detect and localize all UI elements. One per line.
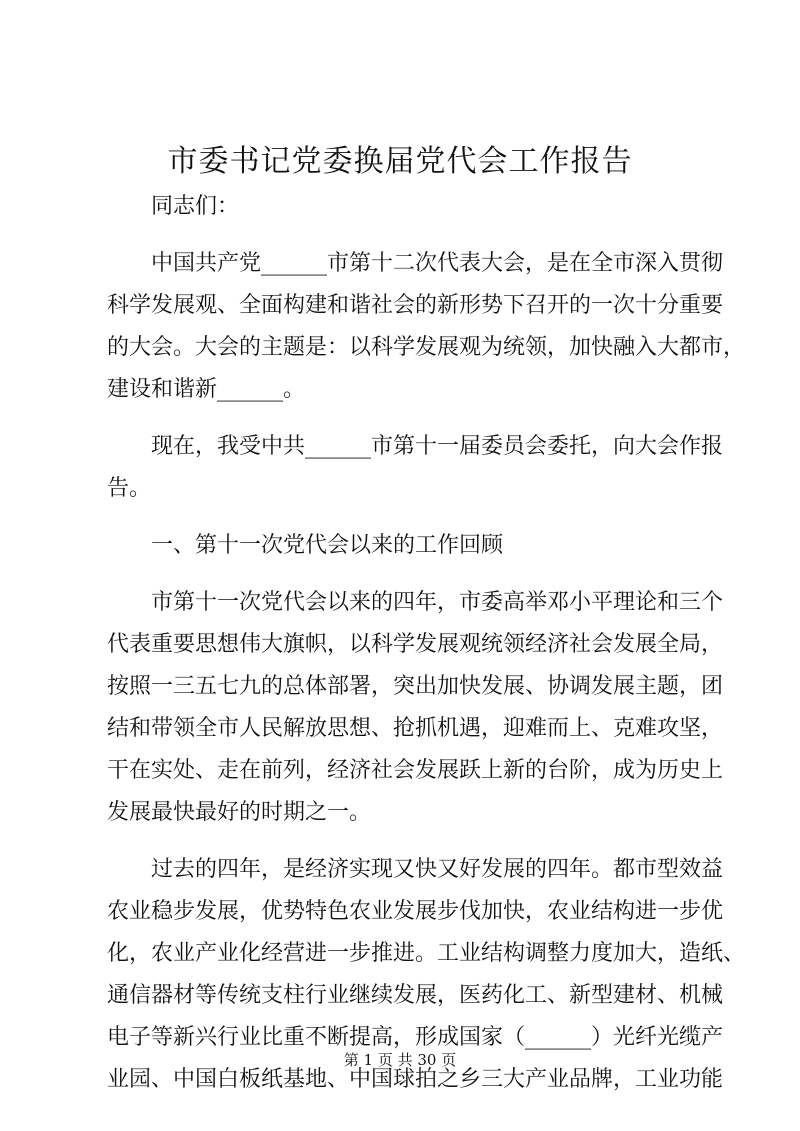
paragraph-3 xyxy=(107,582,724,834)
document-body xyxy=(107,186,746,1101)
paragraph-gap xyxy=(107,228,701,243)
page-footer: 第 1 页 共 30 页 xyxy=(343,1051,457,1069)
section-heading: 一、第十一次党代会以来的工作回顾 xyxy=(151,533,504,558)
document-title: 市委书记党委换届党代会工作报告 xyxy=(167,144,633,179)
paragraph-line: 电子等新兴行业比重不断提高，形成国家（______）光纤光缆产 xyxy=(107,1025,724,1050)
paragraph-line: 中国共产党______市第十二次代表大会，是在全市深入贯彻 xyxy=(151,251,724,276)
paragraph-line: 代表重要思想伟大旗帜，以科学发展观统领经济社会发展全局， xyxy=(107,632,724,657)
paragraph-line: 告。 xyxy=(107,476,152,501)
paragraph-line: 科学发展观、全面构建和谐社会的新形势下召开的一次十分重要 xyxy=(107,293,724,318)
paragraph-line: 过去的四年，是经济实现又快又好发展的四年。都市型效益 xyxy=(151,857,724,882)
paragraph-line: 的大会。大会的主题是：以科学发展观为统领，加快融入大都市， xyxy=(107,335,746,360)
paragraph-line: 市第十一次党代会以来的四年，市委高举邓小平理论和三个 xyxy=(151,590,724,615)
paragraph-line: 农业稳步发展，优势特色农业发展步伐加快，农业结构进一步优 xyxy=(107,899,724,924)
paragraph-line: 干在实处、走在前列，经济社会发展跃上新的台阶，成为历史上 xyxy=(107,758,724,783)
paragraph-gap xyxy=(107,567,701,582)
paragraph-line: 按照一三五七九的总体部署，突出加快发展、协调发展主题，团 xyxy=(107,674,724,699)
paragraph-line: 现在，我受中共______市第十一届委员会委托，向大会作报 xyxy=(151,434,724,459)
paragraph-2 xyxy=(107,426,724,510)
paragraph-line: 业园、中国白板纸基地、中国球拍之乡三大产业品牌，工业功能 xyxy=(107,1067,724,1092)
paragraph-1 xyxy=(107,243,746,411)
paragraph-line: 通信器材等传统支柱行业继续发展，医药化工、新型建材、机械 xyxy=(107,983,724,1008)
greeting: 同志们： xyxy=(151,194,240,219)
paragraph-gap xyxy=(107,834,701,849)
paragraph-line: 建设和谐新______。 xyxy=(107,377,306,402)
paragraph-line: 化，农业产业化经营进一步推进。工业结构调整力度加大，造纸、 xyxy=(107,941,746,966)
paragraph-line: 发展最快最好的时期之一。 xyxy=(107,800,372,825)
paragraph-gap xyxy=(107,411,701,426)
paragraph-line: 结和带领全市人民解放思想、抢抓机遇，迎难而上、克难攻坚， xyxy=(107,716,724,741)
paragraph-gap xyxy=(107,510,701,525)
